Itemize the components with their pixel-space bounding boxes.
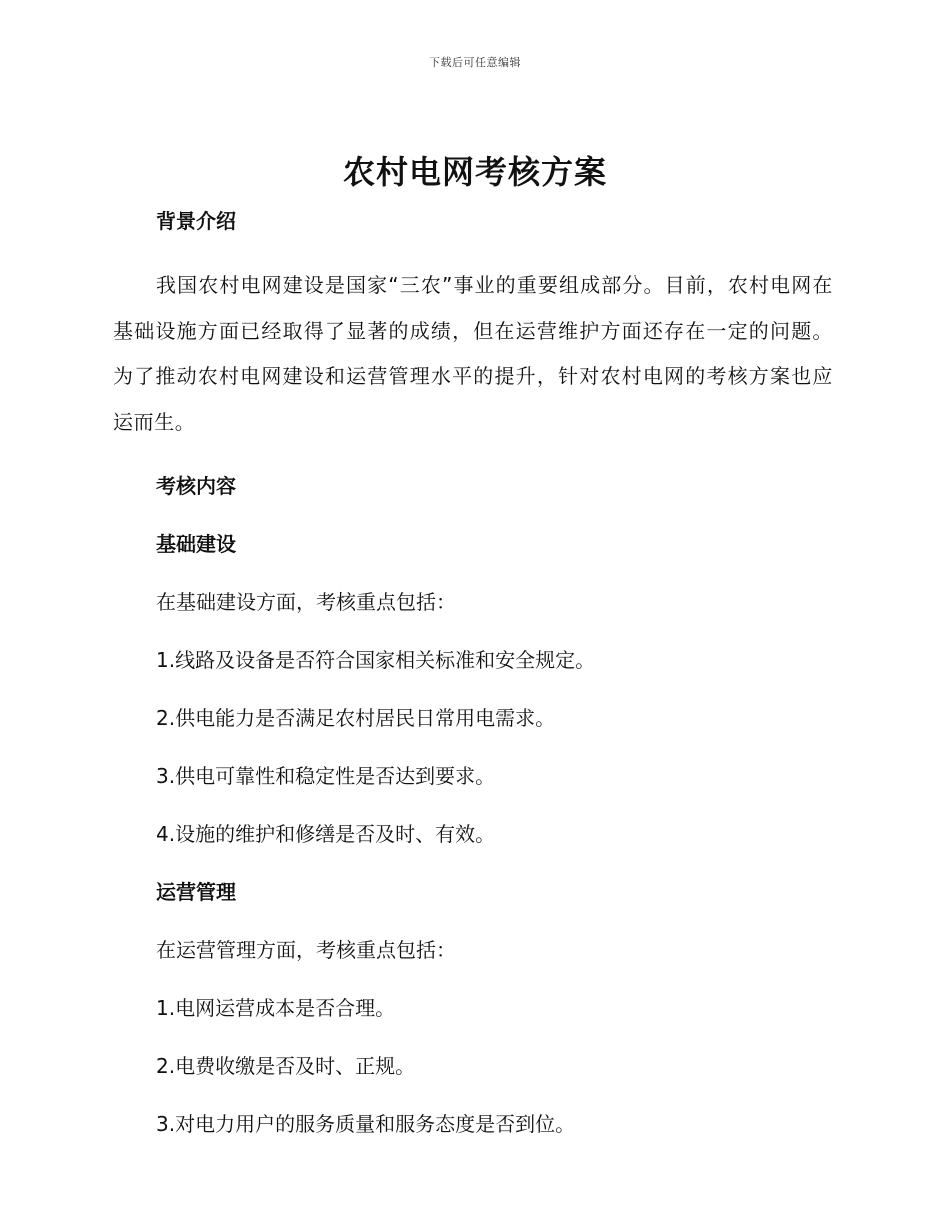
subsection-heading-ops: 运营管理 <box>156 880 236 904</box>
infra-intro: 在基础建设方面，考核重点包括： <box>156 590 456 614</box>
section-heading-background: 背景介绍 <box>156 209 236 233</box>
list-item: 1.线路及设备是否符合国家相关标准和安全规定。 <box>156 648 596 672</box>
section-heading-content: 考核内容 <box>156 474 236 498</box>
ops-intro: 在运营管理方面，考核重点包括： <box>156 938 456 962</box>
list-item: 1.电网运营成本是否合理。 <box>156 996 396 1020</box>
header-note: 下载后可任意编辑 <box>429 56 521 69</box>
list-item: 2.供电能力是否满足农村居民日常用电需求。 <box>156 706 556 730</box>
list-item: 3.供电可靠性和稳定性是否达到要求。 <box>156 764 496 788</box>
document-title: 农村电网考核方案 <box>342 153 607 191</box>
list-item: 3.对电力用户的服务质量和服务态度是否到位。 <box>156 1112 576 1136</box>
list-item: 2.电费收缴是否及时、正规。 <box>156 1054 416 1078</box>
list-item: 4.设施的维护和修缮是否及时、有效。 <box>156 822 496 846</box>
subsection-heading-infra: 基础建设 <box>156 532 236 556</box>
background-paragraph: 我国农村电网建设是国家“三农”事业的重要组成部分。目前，农村电网在基础设施方面已经取得了显著的成绩，但在运营维护方面还存在一定的问题。为了推动农村电网建设和运营管理水平的提升，针对农村电网的考核方案也应运而生。 <box>113 273 833 434</box>
document-body <box>113 205 833 1140</box>
